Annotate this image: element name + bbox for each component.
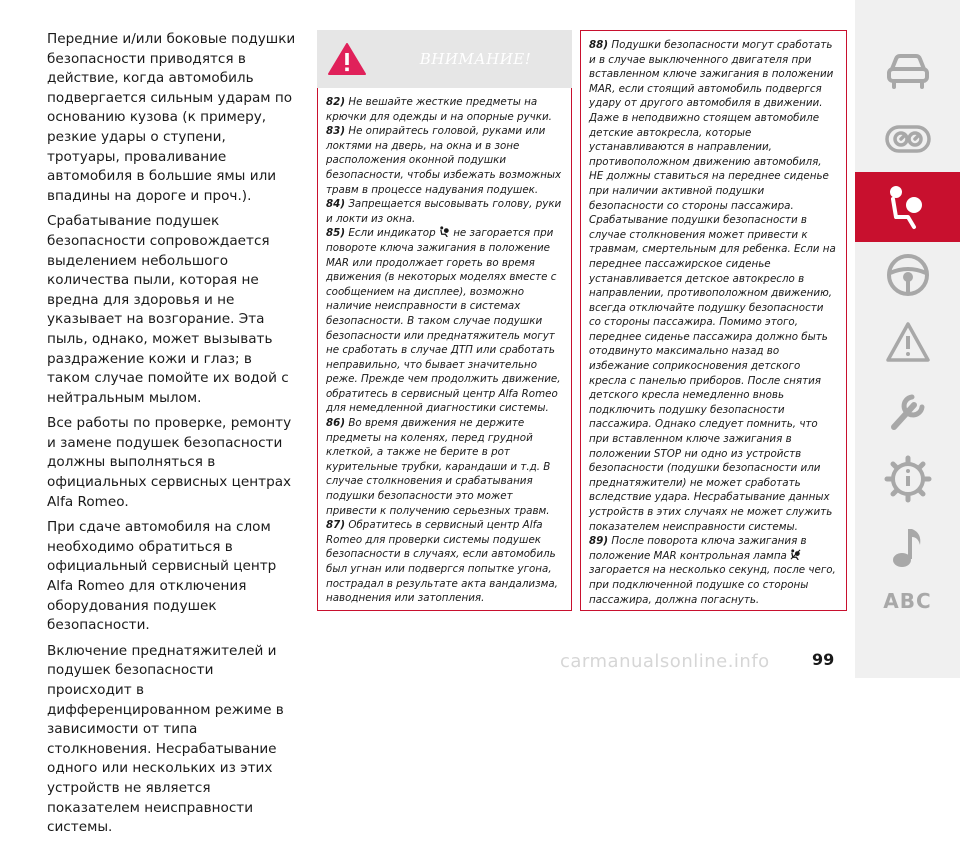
car-icon [884,47,932,95]
note-82: 82) Не вешайте жесткие предметы на крючки для одежды и на опорные ручки. [326,96,552,123]
warning-triangle-icon [327,42,367,76]
nav-safety[interactable] [855,172,960,242]
warning-body [317,88,572,611]
nav-specs[interactable] [855,444,960,514]
warning-title: ВНИМАНИЕ! [419,50,532,68]
wrench-icon [884,387,932,435]
page-number: 99 [812,650,835,669]
watermark: carmanualsonline.info [560,651,770,672]
nav-dashboard[interactable] [855,104,960,174]
nav-maintenance[interactable] [855,376,960,446]
chapter-sidebar [855,0,960,678]
airbag-indicator-icon [439,226,450,237]
body-paragraph: Передние и/или боковые подушки безопасности приводятся в действие, когда автомобиль подвергается сильным ударам по основанию кузова (к примеру, резкие удары о ступени, тротуары, проваливание автомобиля в большие ямы или впадины на дороге и проч.). [47,31,296,204]
index-abc-label: ABC [883,589,932,613]
body-paragraph: Включение преднатяжителей и подушек безопасности происходит в дифференцированном режиме в зависимости от типа столкновения. Несрабатывание одного или нескольких из этих устройств не является показателем неисправности системы. [47,642,284,836]
note-85: 85) Если индикатор не загорается при повороте ключа зажигания в положение MAR или продолжает гореть во время движения (в некоторых моделях вместе с сообщением на дисплее), возможно наличие неисправности в системах безопасности. В таком случае подушки безопасности или преднатяжитель могут не сработать в случае ДТП или сработать неправильно, что бывает значительно реже. Прежде чем продолжить движение, обратитесь в сервисный центр Alfa Romeo для немедленной диагностики системы. [326,227,561,415]
nav-driving[interactable] [855,240,960,310]
body-paragraph: Срабатывание подушек безопасности сопровождается выделением небольшого количества пыли, которая не вредна для здоровья и не указывает на возгорание. Эта пыль, однако, может вызывать раздражение кожи и глаз; в таком случае помойте их водой с нейтральным мылом. [47,213,289,406]
warning-box [317,30,572,611]
warning-box-continued [580,30,847,611]
warning-header [317,30,572,88]
nav-emergency[interactable] [855,308,960,378]
note-88: 88) Подушки безопасности могут сработать и в случае выключенного двигателя при вставленном ключе зажигания в положении MAR, если стоящий автомобиль подвергся удару от другого автомобиля в движении. Даже в неподвижно стоящем автомобиле детские автокресла, которые устанавливаются в направлении, противоположном движению автомобиля, НЕ должны ставиться на переднее сиденье при наличии активной подушки безопасности со стороны пассажира. Срабатывание подушки безопасности в случае столкновения может привести к травмам, смертельным для ребенка. Если на переднее пассажирское сиденье устанавливается детское автокресло в направлении, противоположном движению, всегда отключайте подушку безопасности со стороны пассажира. Помимо этого, переднее сиденье пассажира должно быть отодвинуто максимально назад во избежание соприкосновения детского кресла с панелью приборов. После снятия детского кресла немедленно вновь подключить подушку безопасности пассажира. Однако следует помнить, что при вставленном ключе зажигания в положении STOP ни одно из устройств безопасности (подушки безопасности или преднатяжители) не может сработать вследствие удара. Несрабатывание данных устройств в этих случаях не может служить показателем неисправности системы. [589,39,836,533]
music-note-icon [884,523,932,571]
gear-info-icon [884,455,932,503]
warning-body-continued [580,30,847,611]
warning-triangle-icon [884,319,932,367]
airbag-seat-icon [884,183,932,231]
dashboard-icon [884,115,932,163]
body-paragraph: Все работы по проверке, ремонту и замене подушек безопасности должны выполняться в официальных сервисных центрах Alfa Romeo. [47,415,292,510]
nav-car[interactable] [855,36,960,106]
note-83: 83) Не опирайтесь головой, руками или локтями на дверь, на окна и в зоне расположения оконной подушки безопасности, чтобы избежать возможных травм в процессе надувания подушек. [326,125,562,196]
airbag-off-indicator-icon [790,549,801,560]
body-paragraph: При сдаче автомобиля на слом необходимо обратиться в официальный сервисный центр Alfa Romeo для отключения оборудования подушек безопасности. [47,519,277,634]
note-86: 86) Во время движения не держите предметы на коленях, перед грудной клеткой, а также не берите в рот курительные трубки, карандаши и т.д. В случае столкновения и срабатывания подушки безопасности это может привести к получению серьезных травм. [326,417,551,517]
note-87: 87) Обратитесь в сервисный центр Alfa Romeo для проверки системы подушек безопасности в случаях, если автомобиль был угнан или подвергся попытке угона, пострадал в результате акта вандализма, наводнения или затопления. [326,519,558,605]
note-89: 89) После поворота ключа зажигания в положение MAR контрольная лампа загорается на несколько секунд, после чего, при подключенной подушке со стороны пассажира, должна погаснуть. [589,535,836,606]
nav-index[interactable] [855,566,960,636]
steering-wheel-icon [884,251,932,299]
body-text-column [47,30,297,844]
note-84: 84) Запрещается высовывать голову, руки и локти из окна. [326,198,562,225]
